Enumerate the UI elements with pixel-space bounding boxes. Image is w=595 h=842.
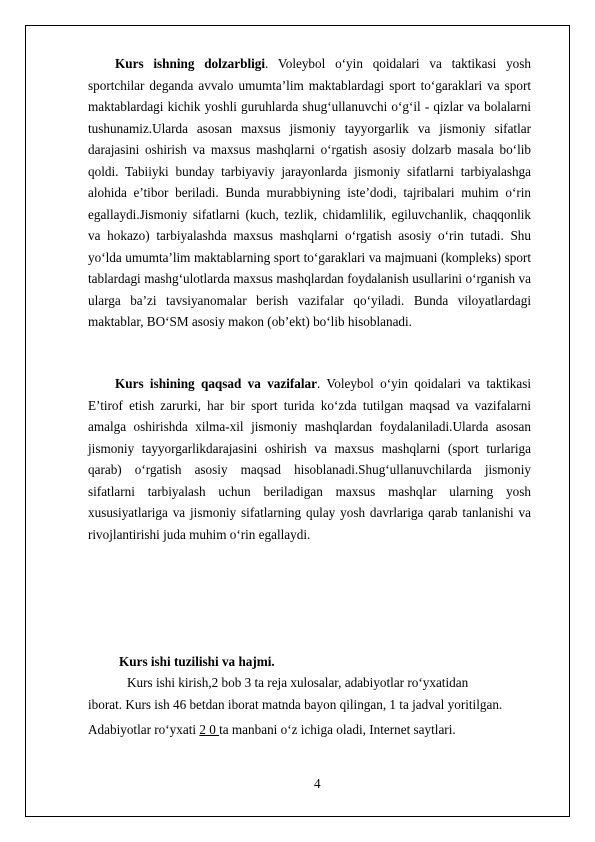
structure-line-3-end: ta manbani o‘z ichiga oladi, Internet saytlari.: [219, 722, 456, 737]
heading-structure: Kurs ishi tuzilishi va hajmi.: [119, 654, 275, 669]
structure-line-2: iborat. Kurs ish 46 betdan iborat matnda bayon qilingan, 1 ta jadval yoritilgan.: [88, 697, 503, 712]
heading-goals: Kurs ishining qaqsad va vazifalar: [115, 376, 317, 391]
structure-line-1: Kurs ishi kirish,2 bob 3 ta reja xulosalar, adabiyotlar ro‘yxatidan: [127, 675, 469, 690]
structure-line-3-start: Adabiyotlar ro‘yxati: [88, 722, 200, 737]
paragraph-relevance: [88, 53, 531, 333]
structure-line-3: [88, 719, 456, 740]
page-number: 4: [314, 776, 321, 791]
heading-relevance: Kurs ishning dolzarbligi: [115, 56, 266, 71]
paragraph-goals: [88, 373, 531, 545]
paragraph-relevance-text: . Voleybol o‘yin qoidalari va taktikasi yosh sportchilar deganda avvalo umumta’lim maktablardagi sport to‘garaklari va sport maktablardagi kichik yoshli guruhlarda shug‘ullanuvchi o‘g‘il - qizlar va bolalarni tushunamiz.Ularda asosan maxsus jismoniy tayyorgarlik va jismoniy sifatlar darajasini oshirish va maxsus mashqlarni o‘rgatish asosiy dolzarb masala bo‘lib qoldi. Tabiiyki bunday tarbiyaviy jarayonlarda jismoniy sifatlarni tarbiyalashga alohida e’tibor beriladi. Bunda murabbiyning iste’dodi, tajribalari muhim o‘rin egallaydi.Jismoniy sifatlarni (kuch, tezlik, chidamlilik, egiluvchanlik, chaqqonlik va hokazo) tarbiyalashda maxsus mashqlarni o‘rgatish asosiy o‘rin tutadi. Shu yo‘lda umumta’lim maktablarning sport to‘garaklari va majmuani (kompleks) sport tablardagi mashg‘ulotlarda maxsus mashqlardan foydalanish usullarini o‘rganish va ularga ba’zi tavsiyanomalar berish vazifalar qo‘yiladi. Bunda viloyatlardagi maktablar, BO‘SM asosiy makon (ob’ekt) bo‘lib hisoblanadi.: [88, 56, 532, 329]
sources-count: 2 0: [199, 722, 220, 737]
paragraph-goals-text: . Voleybol o‘yin qoidalari va taktikasi E’tirof etish zarurki, har bir sport turida ko‘zda tutilgan maqsad va vazifalarni amalga oshirishda xilma-xil jismoniy mashqlardan foydalaniladi.Ularda asosan jismoniy tayyorgarlikdarajasini oshirish va maxsus mashqlarni (sport turlariga qarab) o‘rgatish asosiy maqsad hisoblanadi.Shug‘ullanuvchilarda jismoniy sifatlarni tarbiyalash uchun beriladigan maxsus mashqlar ularning yosh xususiyatlariga va jismoniy sifatlarning qulay yosh davrlariga qarab tanlanishi va rivojlantirishi juda muhim o‘rin egallaydi.: [88, 376, 532, 542]
